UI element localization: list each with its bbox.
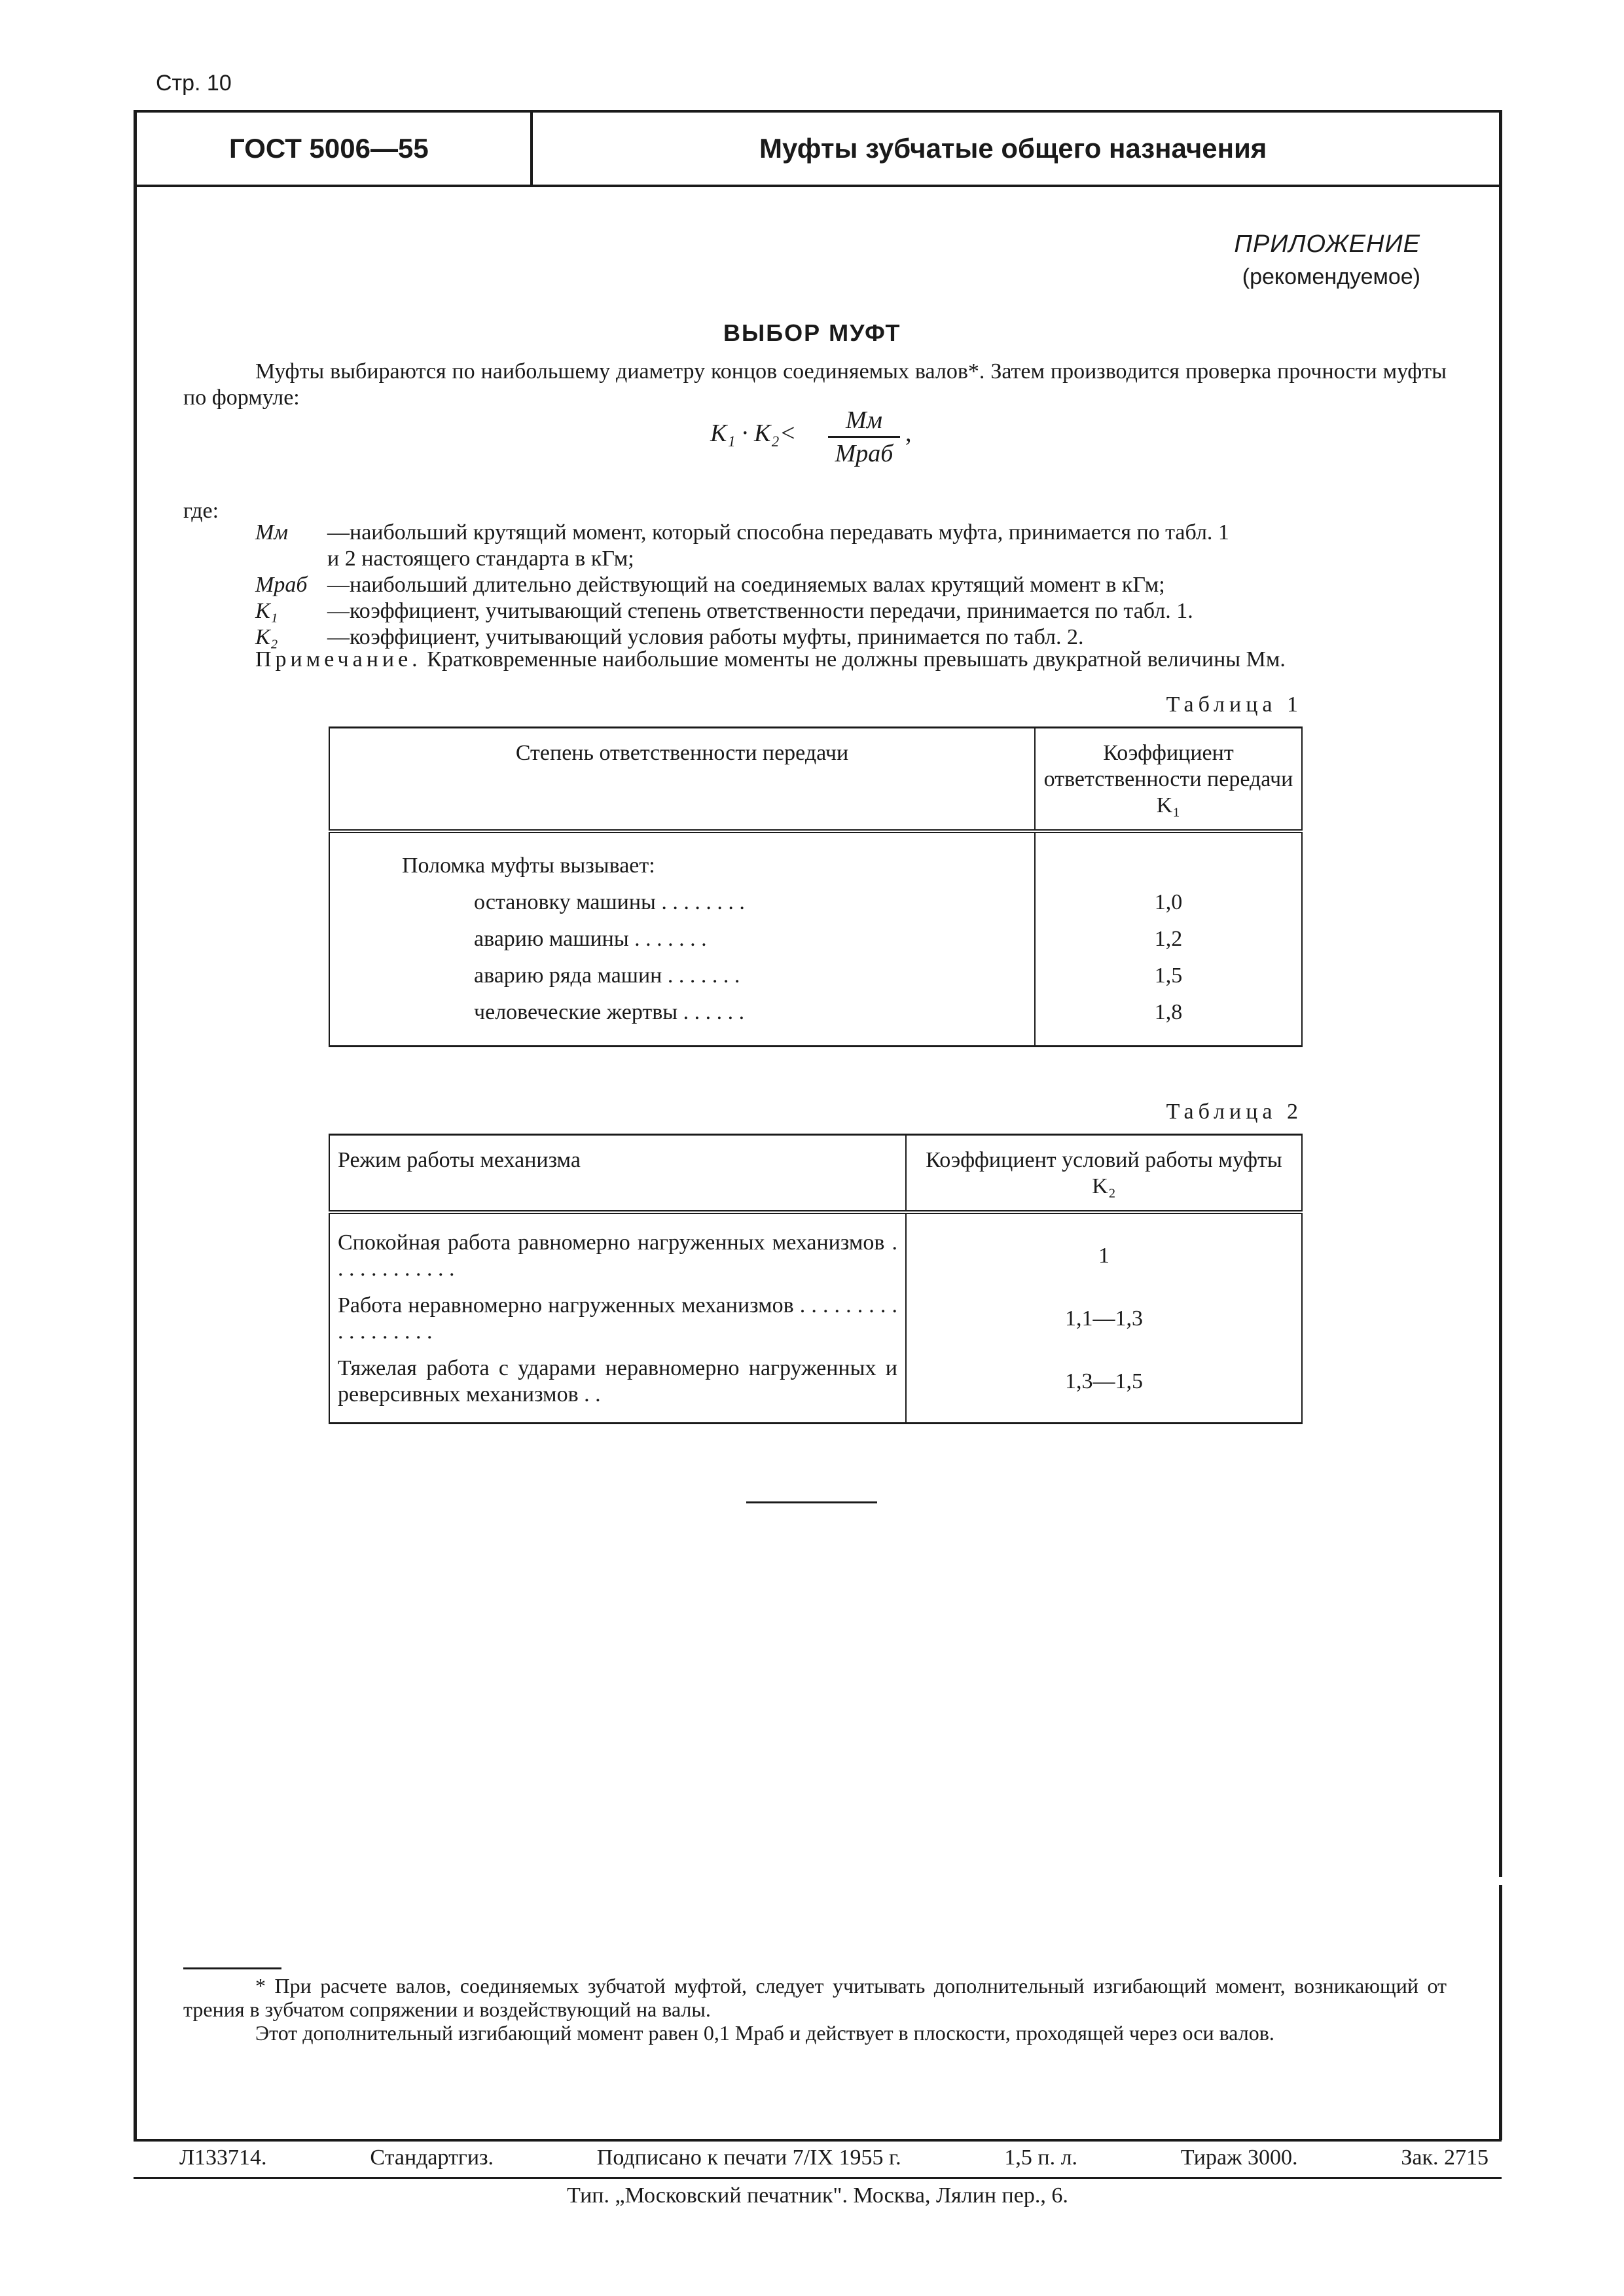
formula-denominator: Mраб	[835, 440, 893, 467]
table2-row-label: Работа неравномерно нагруженных механизмов . . . . . . . . . . . . . . . . . .	[329, 1287, 906, 1350]
footnote-paragraph: Этот дополнительный изгибающий момент равен 0,1 Mраб и действует в плоскости, проходящей через оси валов.	[255, 2021, 1274, 2045]
definition-item	[255, 598, 1460, 624]
table1-caption: Таблица 1	[1166, 692, 1303, 717]
table2-row-label: Спокойная работа равномерно нагруженных механизмов . . . . . . . . . . . .	[329, 1212, 906, 1287]
table-row	[329, 1350, 1302, 1424]
section-title: ВЫБОР МУФТ	[723, 319, 901, 346]
table2-row-value: 1	[906, 1212, 1302, 1287]
formula-lhs: K₁ · K₂<	[710, 420, 797, 447]
header-bottom-rule	[134, 185, 1502, 187]
table1-header-degree: Степень ответственности передачи	[329, 728, 1035, 832]
appendix-label: ПРИЛОЖЕНИЕ	[1234, 230, 1420, 258]
where-label: где:	[183, 499, 219, 523]
definition-text: —наибольший длительно действующий на соединяемых валах крутящий момент в кГм;	[327, 573, 1165, 597]
intro-paragraph: Муфты выбираются по наибольшему диаметру концов соединяемых валов*. Затем производится проверка прочности муфты по формуле:	[183, 359, 1447, 410]
definition-text: —коэффициент, учитывающий степень ответственности передачи, принимается по табл. 1.	[327, 599, 1193, 623]
table1-row-value: 1,0	[1035, 884, 1302, 921]
imprint-sheets: 1,5 п. л.	[1004, 2145, 1078, 2170]
table1-row-label: остановку машины . . . . . . . .	[329, 884, 1035, 921]
table2-caption: Таблица 2	[1166, 1100, 1303, 1124]
standard-code: ГОСТ 5006—55	[229, 133, 429, 164]
definition-symbol: K₂	[255, 625, 278, 649]
footnote	[183, 1974, 1447, 2045]
definition-continuation: и 2 настоящего стандарта в кГм;	[327, 547, 634, 571]
header-top-rule	[134, 110, 1502, 113]
document-title: Муфты зубчатые общего назначения	[759, 133, 1267, 164]
frame-right-border	[1499, 110, 1502, 1877]
table2-row-value: 1,1—1,3	[906, 1287, 1302, 1350]
imprint-order: Зак. 2715	[1401, 2145, 1489, 2170]
note-paragraph	[183, 647, 1447, 673]
definition-text: —коэффициент, учитывающий условия работы муфты, принимается по табл. 2.	[327, 625, 1084, 649]
imprint-publisher: Стандартгиз.	[370, 2145, 494, 2170]
definition-item	[255, 572, 1460, 598]
definitions-list	[255, 520, 1460, 651]
table-row	[329, 994, 1302, 1031]
section-end-rule	[746, 1501, 877, 1503]
imprint-signed: Подписано к печати 7/IX 1955 г.	[596, 2145, 901, 2170]
definition-symbol: Mм	[255, 520, 289, 545]
table-row	[329, 921, 1302, 958]
table1-row-label: аварию машины . . . . . . .	[329, 921, 1035, 958]
header-divider	[530, 113, 533, 185]
table1-header-coefficient: Коэффициент ответственности передачи K₁	[1035, 728, 1302, 832]
imprint-line	[134, 2145, 1489, 2170]
note-text: Кратковременные наибольшие моменты не должны превышать двукратной величины Мм.	[427, 647, 1286, 672]
table1-row-value: 1,2	[1035, 921, 1302, 958]
table1-row-value: 1,8	[1035, 994, 1302, 1031]
table1-row-label: человеческие жертвы . . . . . .	[329, 994, 1035, 1031]
note-label: Примечание.	[255, 647, 422, 672]
table-operating-mode	[329, 1134, 1303, 1424]
printer-line: Тип. „Московский печатник". Москва, Лялин пер., 6.	[567, 2183, 1068, 2208]
table2-row-label: Тяжелая работа с ударами неравномерно нагруженных и реверсивных механизмов . .	[329, 1350, 906, 1424]
table-row	[329, 1287, 1302, 1350]
definition-symbol: K₁	[255, 599, 278, 623]
table2-row-value: 1,3—1,5	[906, 1350, 1302, 1424]
table-responsibility	[329, 726, 1303, 1047]
table1-row-label: аварию ряда машин . . . . . . .	[329, 958, 1035, 994]
appendix-note: (рекомендуемое)	[1242, 264, 1420, 289]
formula-comma: ,	[905, 420, 912, 447]
table1-row-value: 1,5	[1035, 958, 1302, 994]
imprint-bottom-rule	[134, 2177, 1502, 2179]
formula-numerator: Mм	[828, 406, 900, 438]
selection-formula	[710, 406, 912, 467]
table-row	[329, 884, 1302, 921]
frame-right-border-lower	[1499, 1885, 1502, 2140]
page-number: Стр. 10	[156, 71, 232, 96]
imprint-run: Тираж 3000.	[1180, 2145, 1298, 2170]
table-row	[329, 958, 1302, 994]
formula-fraction	[828, 406, 900, 468]
footnote-paragraph: * При расчете валов, соединяемых зубчатой муфтой, следует учитывать дополнительный изгибающий момент, возникающий от трения в зубчатом сопряжении и воздействующий на валы.	[183, 1974, 1447, 2021]
table-row	[329, 1212, 1302, 1287]
definition-text: —наибольший крутящий момент, который способна передавать муфта, принимается по табл. 1	[327, 520, 1229, 545]
table2-header-mode: Режим работы механизма	[329, 1135, 906, 1213]
imprint-code: Л133714.	[179, 2145, 267, 2170]
definition-item	[255, 520, 1460, 572]
footnote-rule	[183, 1967, 281, 1969]
table-row	[329, 848, 1302, 884]
table2-header-coefficient: Коэффициент условий работы муфты K₂	[906, 1135, 1302, 1213]
definition-symbol: Mраб	[255, 573, 308, 597]
table1-lead: Поломка муфты вызывает:	[329, 848, 1035, 884]
frame-left-border	[134, 110, 137, 2139]
imprint-top-rule	[134, 2139, 1502, 2142]
